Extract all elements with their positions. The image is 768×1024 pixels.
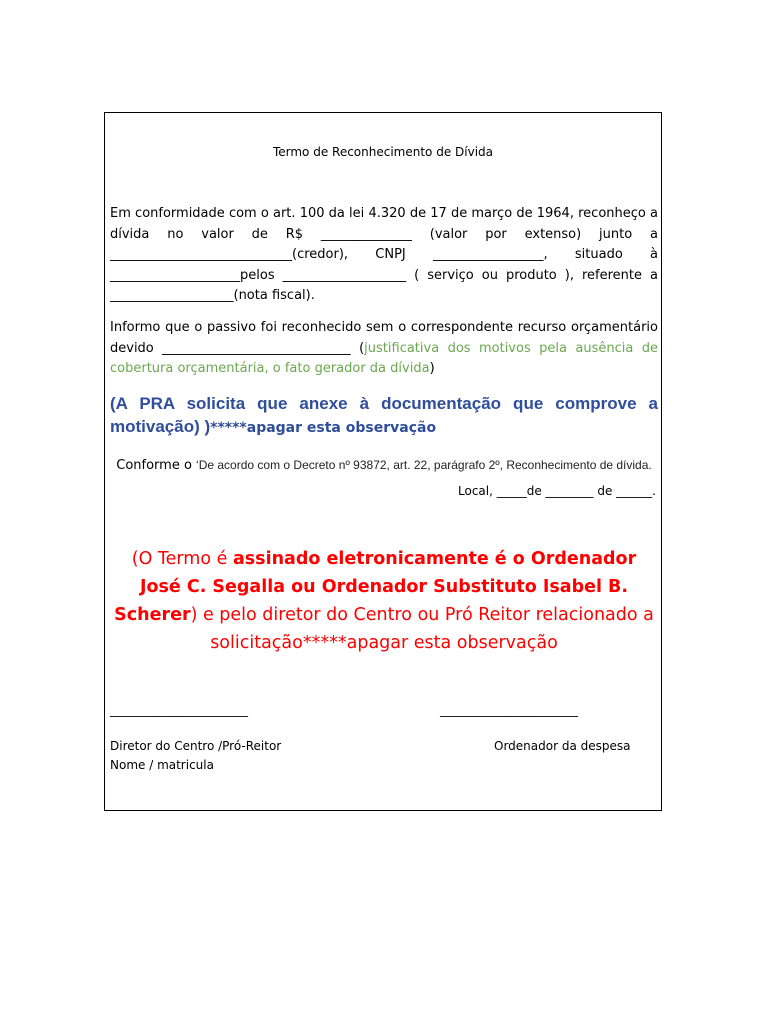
signature-line-ordenador: _________________________ bbox=[440, 703, 578, 717]
pra-observation-delete-hint: *****apagar esta observação bbox=[210, 420, 437, 436]
justification-hint: justificativa dos motivos pela ausência de cobertura orçamentária, o fato gerador da dívida bbox=[110, 340, 658, 376]
pra-observation-main: (A PRA solicita que anexe à documentação que comprove a motivação) ) bbox=[110, 394, 658, 436]
paragraph-debt-recognition: Em conformidade com o art. 100 da lei 4.320 de 17 de março de 1964, reconheço a dívida no valor de R$ ______________ (valor por extenso) junto a ____________________________(credor), CNPJ _________________, situado à ____________________pelos ___________________ ( serviço ou produto ), referente a ___________________(nota fiscal). bbox=[110, 206, 658, 303]
paragraph-liability-close: ) bbox=[429, 361, 435, 376]
label-director: Diretor do Centro /Pró-Reitor bbox=[110, 739, 282, 753]
signature-observation-bold: assinado eletronicamente é o Ordenador José C. Segalla ou Ordenador Substituto Isabel B. Scherer bbox=[114, 549, 637, 625]
document-title: Termo de Reconhecimento de Dívida bbox=[272, 145, 494, 159]
label-name-registration: Nome / matricula bbox=[110, 758, 214, 772]
signature-observation bbox=[110, 545, 658, 657]
paragraph-liability-text: Informo que o passivo foi reconhecido sem o correspondente recurso orçamentário devido _____________________________ ( bbox=[110, 320, 658, 356]
paragraph-liability-info bbox=[110, 318, 658, 380]
document-frame bbox=[104, 112, 662, 811]
signature-observation-start: (O Termo é bbox=[131, 549, 233, 569]
decree-reference bbox=[110, 454, 658, 473]
label-ordenador: Ordenador da despesa bbox=[494, 739, 631, 753]
signature-line-director: _________________________ bbox=[110, 703, 248, 717]
decree-lead: Conforme o bbox=[116, 458, 197, 473]
local-date-line: Local, _____de ________ de ______. bbox=[458, 484, 656, 498]
signature-observation-end: ) e pelo diretor do Centro ou Pró Reitor relacionado a solicitação*****apagar esta observação bbox=[190, 605, 654, 653]
pra-observation bbox=[110, 392, 658, 440]
decree-quote: ‘De acordo com o Decreto nº 93872, art. 22, parágrafo 2º, Reconhecimento de dívida. bbox=[196, 458, 652, 472]
